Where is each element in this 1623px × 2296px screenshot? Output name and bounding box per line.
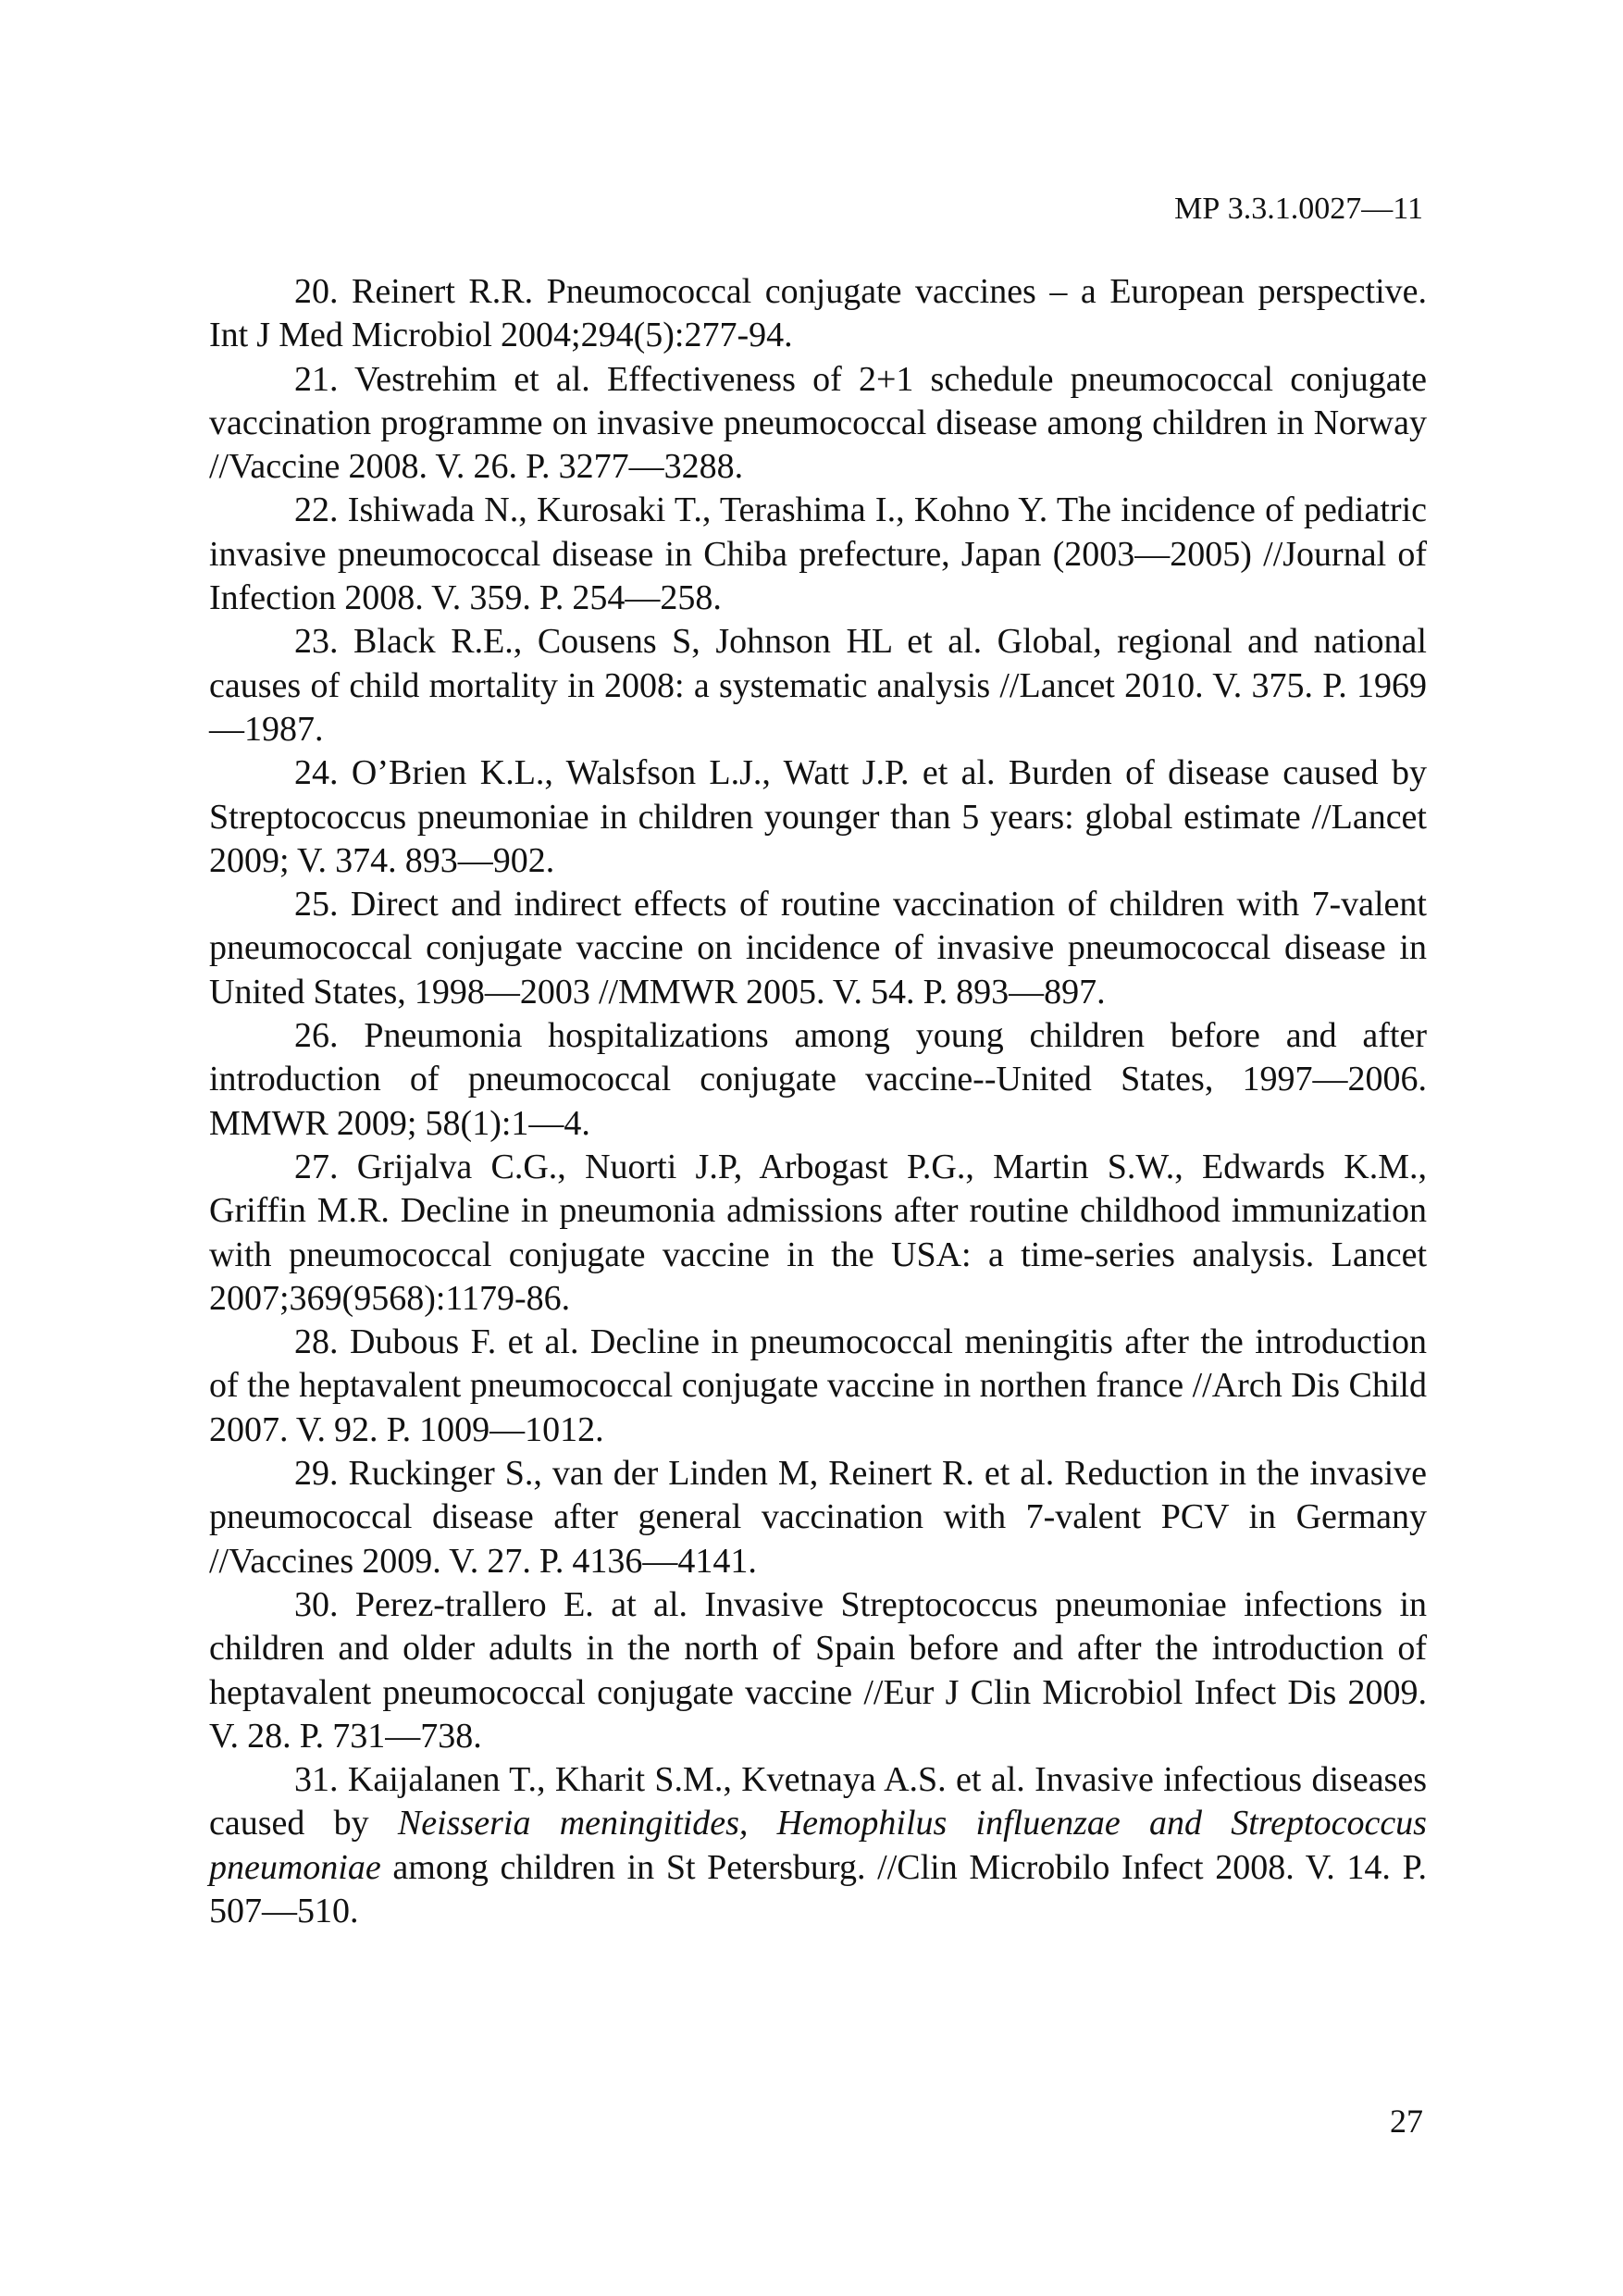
reference-item-26 (209, 1014, 1427, 1146)
reference-number: 20. (294, 272, 339, 311)
reference-number: 24. (294, 753, 339, 793)
reference-citation: Pneumonia hospitalizations among young children before and after introduction of pneumococcal conjugate vaccine--United States, 1997—2006. MMWR 2009; 58(1):1—4. (209, 1016, 1427, 1143)
reference-citation: Vestrehim et al. Effectiveness of 2+1 schedule pneumococcal conjugate vaccination programme on invasive pneumococcal disease among children in Norway //Vaccine 2008. V. 26. P. 3277—3288. (209, 359, 1428, 487)
reference-number: 25. (294, 885, 339, 925)
reference-citation-start: Kaijalanen T., Kharit S.M., Kvetnaya A.S. et al. Invasive infectious diseases caused by (209, 1760, 1428, 1843)
reference-item-29 (209, 1452, 1427, 1583)
reference-number: 22. (294, 490, 339, 530)
reference-citation: O’Brien K.L., Walsfson L.J., Watt J.P. et al. Burden of disease caused by Streptococcus pneumoniae in children younger than 5 years: global estimate //Lancet 2009; V. 374. 893—902. (209, 753, 1428, 880)
reference-citation: Dubous F. et al. Decline in pneumococcal meningitis after the introduction of the heptavalent pneumococcal conjugate vaccine in northen france //Arch Dis Child 2007. V. 92. P. 1009—1012. (209, 1322, 1427, 1449)
reference-item-31 (209, 1758, 1427, 1933)
reference-number: 23. (294, 622, 339, 662)
document-code-header: МР 3.3.1.0027—11 (1174, 192, 1423, 226)
reference-citation: Ishiwada N., Kurosaki T., Terashima I., Kohno Y. The incidence of pediatric invasive pneumococcal disease in Chiba prefecture, Japan (2003—2005) //Journal of Infection 2008. V. 359. P. 254—258. (209, 490, 1427, 618)
reference-citation: Black R.E., Cousens S, Johnson HL et al. Global, regional and national causes of child mortality in 2008: a systematic analysis //Lancet 2010. V. 375. P. 1969—1987. (209, 622, 1427, 749)
reference-number: 28. (294, 1322, 339, 1362)
reference-number: 26. (294, 1016, 339, 1056)
reference-item-22 (209, 489, 1427, 620)
reference-item-25 (209, 883, 1427, 1014)
reference-item-21 (209, 358, 1427, 490)
reference-number: 21. (294, 359, 339, 399)
reference-item-30 (209, 1583, 1427, 1758)
reference-citation: Reinert R.R. Pneumococcal conjugate vaccines – a European perspective. Int J Med Microbiol 2004;294(5):277-94. (209, 272, 1427, 355)
reference-item-27 (209, 1146, 1427, 1321)
reference-citation-end: among children in St Petersburg. //Clin Microbilo Infect 2008. V. 14. P. 507—510. (209, 1847, 1427, 1930)
reference-number: 31. (294, 1760, 339, 1800)
reference-citation: Grijalva C.G., Nuorti J.P, Arbogast P.G., Martin S.W., Edwards K.M., Griffin M.R. Decline in pneumonia admissions after routine childhood immunization with pneumococcal conjugate vaccine in the USA: a time-series analysis. Lancet 2007;369(9568):1179-86. (209, 1147, 1427, 1318)
reference-citation: Ruckinger S., van der Linden M, Reinert R. et al. Reduction in the invasive pneumococcal disease after general vaccination with 7-valent PCV in Germany //Vaccines 2009. V. 27. P. 4136—4141. (209, 1454, 1427, 1581)
reference-number: 27. (294, 1147, 339, 1186)
reference-organism-names: Neisseria meningitides, Hemophilus influenzae and Streptococcus pneumoniae (209, 1804, 1427, 1887)
reference-number: 29. (294, 1454, 339, 1494)
reference-citation: Perez-trallero E. at al. Invasive Streptococcus pneumoniae infections in children and older adults in the north of Spain before and after the introduction of heptavalent pneumococcal conjugate vaccine //Eur J Clin Microbiol Infect Dis 2009. V. 28. P. 731—738. (209, 1584, 1428, 1756)
reference-citation: Direct and indirect effects of routine vaccination of children with 7-valent pneumococcal conjugate vaccine on incidence of invasive pneumococcal disease in United States, 1998—2003 //MMWR 2005. V. 54. P. 893—897. (209, 885, 1427, 1011)
reference-item-28 (209, 1321, 1427, 1452)
reference-number: 30. (294, 1584, 339, 1624)
reference-list (209, 270, 1427, 1933)
reference-item-24 (209, 751, 1427, 883)
reference-item-23 (209, 620, 1427, 751)
page-number: 27 (1390, 2103, 1423, 2140)
reference-item-20 (209, 270, 1427, 358)
